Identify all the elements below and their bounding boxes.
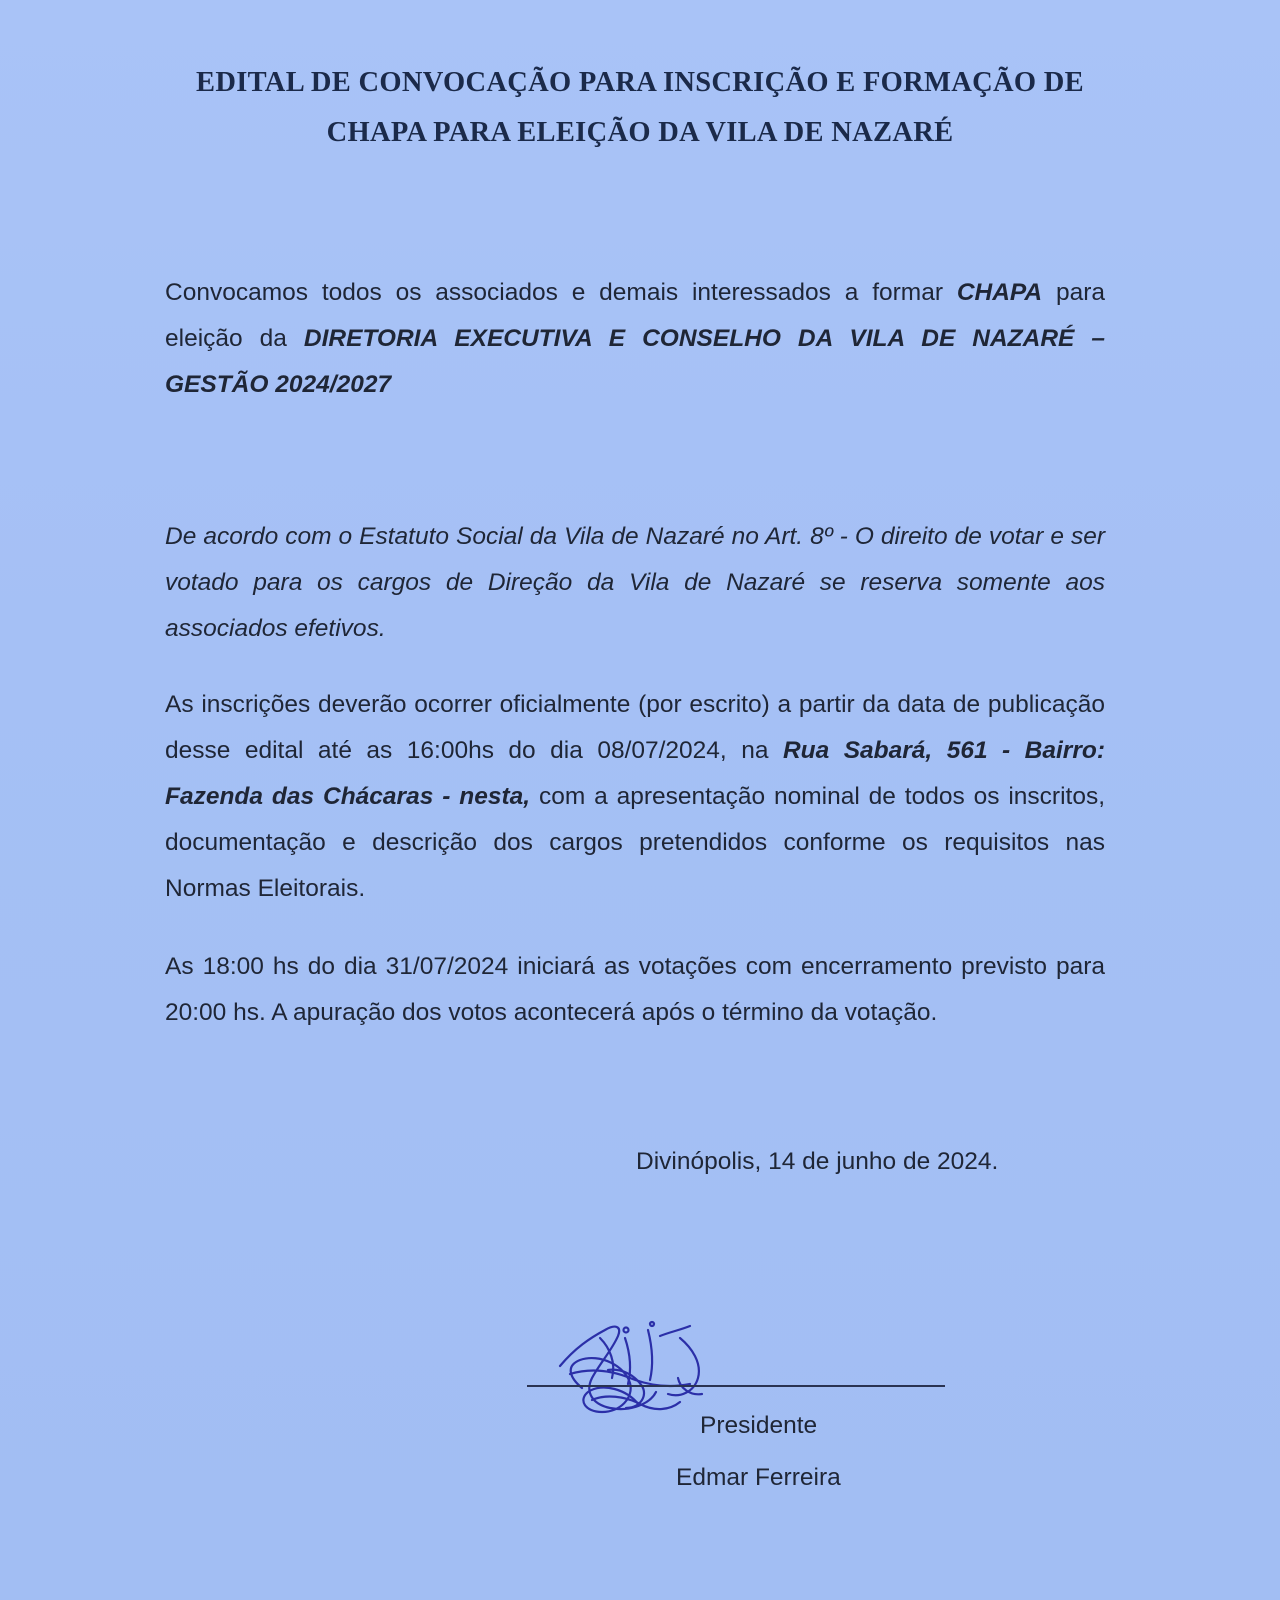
title-line-2: CHAPA PARA ELEIÇÃO DA VILA DE NAZARÉ — [326, 117, 954, 148]
date-line: Divinópolis, 14 de junho de 2024. — [636, 1148, 999, 1175]
convocation-text-2: para eleição da — [165, 279, 1105, 352]
signature-line — [527, 1385, 945, 1387]
paragraph-voting: As 18:00 hs do dia 31/07/2024 iniciará as votações com encerramento previsto para 20:00 hs. A apuração dos votos acontecerá após o término da votação. — [165, 953, 1105, 1026]
signature-name: Edmar Ferreira — [676, 1464, 841, 1491]
registration-text-1: As inscrições deverão ocorrer oficialmente (por escrito) a partir da data de publicação desse edital até as 16:00hs do dia 08/07/2024, na — [165, 691, 1105, 764]
signature-role: Presidente — [700, 1412, 818, 1439]
convocation-text-1: Convocamos todos os associados e demais interessados a formar — [165, 279, 957, 306]
registration-text-2: com a apresentação nominal de todos os inscritos, documentação e descrição dos cargos pretendidos conforme os requisitos nas Normas Eleitorais. — [165, 783, 1106, 902]
paragraph-registration — [165, 682, 1105, 912]
registration-address: Rua Sabará, 561 - Bairro: Fazenda das Chácaras - nesta, — [165, 737, 1105, 810]
title-line-1: EDITAL DE CONVOCAÇÃO PARA INSCRIÇÃO E FORMAÇÃO DE — [196, 67, 1084, 98]
chapa-emphasis: CHAPA — [956, 279, 1043, 306]
document-title — [140, 58, 1140, 158]
paragraph-convocation — [165, 270, 1105, 408]
paragraph-statute: De acordo com o Estatuto Social da Vila de Nazaré no Art. 8º - O direito de votar e ser votado para os cargos de Direção da Vila de Nazaré se reserva somente aos associados efetivos. — [165, 523, 1105, 642]
diretoria-emphasis: DIRETORIA EXECUTIVA E CONSELHO DA VILA DE NAZARÉ – GESTÃO 2024/2027 — [165, 325, 1105, 398]
